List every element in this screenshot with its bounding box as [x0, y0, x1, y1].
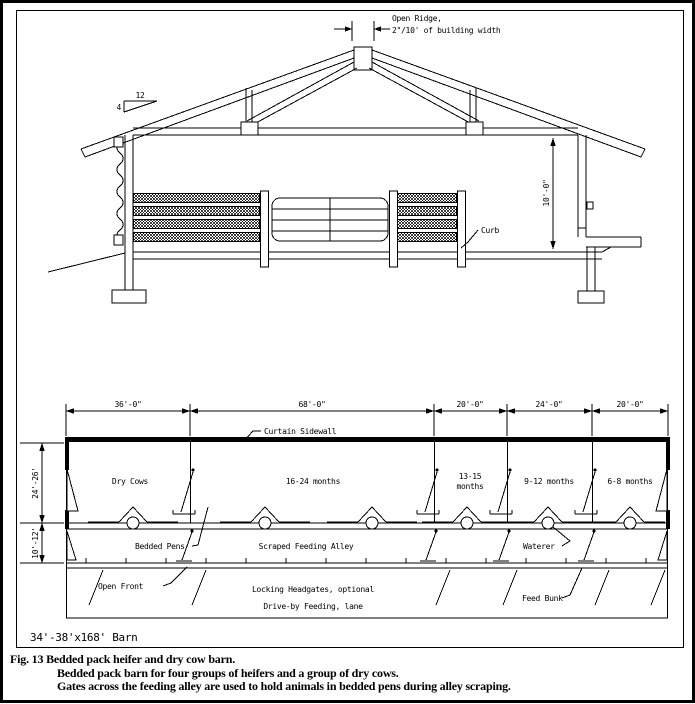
locking-headgates-label: Locking Headgates, optional [252, 585, 374, 594]
ridge-block [354, 47, 372, 70]
pen-13-15-line2: months [456, 482, 484, 491]
dim-36ft: 36'-0" [114, 400, 142, 409]
dim-20ft-b: 20'-0" [616, 400, 644, 409]
waterer-icon [366, 517, 378, 529]
section-gate [272, 198, 388, 241]
waterer-icon [542, 517, 554, 529]
curtain-sidewall-wall [66, 437, 668, 442]
slope-rise-label: 4 [116, 103, 121, 112]
waterer-icon [461, 517, 473, 529]
curtain-sidewall-label: Curtain Sidewall [264, 427, 337, 436]
pen-6-8: 6-8 months [607, 477, 653, 486]
waterer-icon [127, 517, 139, 529]
caption-line3: Gates across the feeding alley are used to hold animals in bedded pens during alley scraping. [57, 679, 511, 693]
drive-by-label: Drive-by Feeding, lane [263, 602, 363, 611]
pen-9-12: 9-12 months [524, 477, 574, 486]
dim-68ft: 68'-0" [298, 400, 326, 409]
height-dimension-label: 10'-0" [542, 179, 551, 207]
alley-width-dimension: 10'-12' [31, 527, 40, 559]
curtain-winch-icon [587, 202, 593, 209]
waterer-label: Waterer [523, 542, 555, 551]
scraped-alley-label: Scraped Feeding Alley [258, 542, 354, 551]
caption-line2: Bedded pack barn for four groups of heifers and a group of dry cows. [57, 666, 399, 680]
left-footing [112, 290, 146, 303]
dim-20ft-a: 20'-0" [456, 400, 484, 409]
pen-depth-dimension: 24'-26' [31, 467, 40, 499]
pen-dry-cows: Dry Cows [111, 477, 149, 486]
open-ridge-note-line1: Open Ridge, [392, 14, 442, 23]
right-footing [578, 291, 604, 303]
pen-16-24: 16-24 months [285, 477, 341, 486]
waterer-icon [259, 517, 271, 529]
waterer-icon [624, 517, 636, 529]
barn-size-label: 34'-38'x168' Barn [30, 631, 138, 644]
borders [2, 2, 694, 702]
curb-label: Curb [481, 226, 500, 235]
bedded-pens-label: Bedded Pens [135, 542, 185, 551]
caption-line1: Fig. 13 Bedded pack heifer and dry cow barn. [10, 652, 235, 666]
pen-13-15-line1: 13-15 [458, 472, 482, 481]
feed-bunk-label: Feed Bunk [522, 594, 563, 603]
open-front-label: Open Front [98, 582, 144, 591]
dim-24ft: 24'-0" [535, 400, 563, 409]
open-ridge-note-line2: 2"/10' of building width [392, 26, 501, 35]
slope-run-label: 12 [135, 91, 145, 100]
